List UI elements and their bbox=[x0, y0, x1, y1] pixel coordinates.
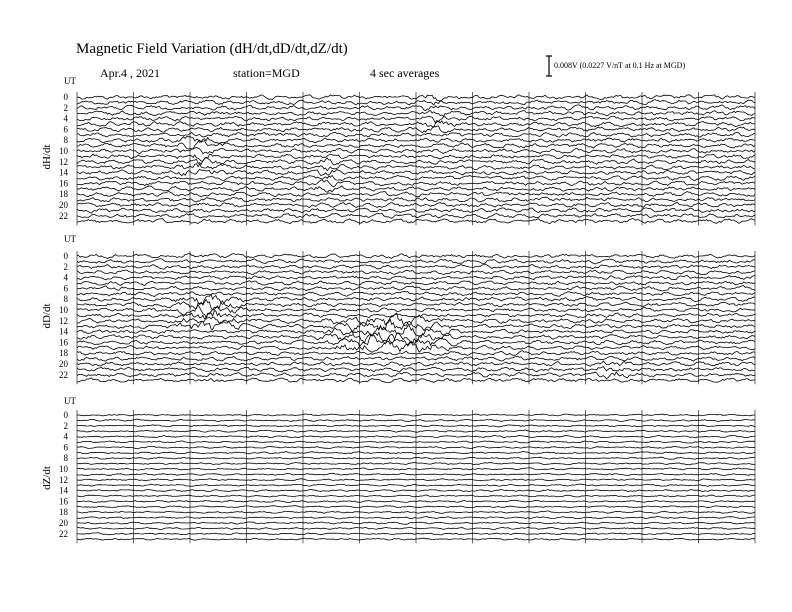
tick-label-2: 2 bbox=[63, 261, 68, 272]
tick-label-20: 20 bbox=[59, 359, 68, 369]
tick-label-14: 14 bbox=[59, 326, 68, 337]
ut-label: UT bbox=[64, 234, 76, 244]
ut-label: UT bbox=[64, 76, 76, 86]
tick-label-4: 4 bbox=[63, 113, 68, 124]
tick-label-2: 2 bbox=[63, 420, 68, 431]
y-axis-label: dZ/dt bbox=[41, 466, 53, 490]
y-axis-label: dH/dt bbox=[41, 144, 53, 170]
tick-label-10: 10 bbox=[59, 464, 68, 474]
tick-label-0: 0 bbox=[63, 92, 68, 102]
tick-label-18: 18 bbox=[59, 507, 68, 518]
vertical-gridlines bbox=[77, 410, 755, 543]
tick-label-10: 10 bbox=[59, 305, 68, 315]
tick-label-12: 12 bbox=[59, 474, 68, 485]
tick-label-0: 0 bbox=[63, 410, 68, 420]
scale-bar bbox=[546, 56, 685, 76]
tick-label-22: 22 bbox=[59, 210, 68, 221]
tick-label-16: 16 bbox=[59, 337, 68, 348]
tick-label-20: 20 bbox=[59, 518, 68, 528]
tick-label-16: 16 bbox=[59, 496, 68, 507]
date-label: Apr.4 , 2021 bbox=[100, 66, 160, 80]
tick-label-16: 16 bbox=[59, 178, 68, 189]
tick-label-4: 4 bbox=[63, 431, 68, 442]
tick-label-10: 10 bbox=[59, 146, 68, 156]
station-label: station=MGD bbox=[233, 66, 300, 80]
y-axis-label: dD/dt bbox=[41, 303, 53, 329]
scale-bar-label: 0.008V (0.0227 V/nT at 0.1 Hz at MGD) bbox=[554, 61, 686, 70]
tick-label-6: 6 bbox=[63, 283, 68, 294]
figure-title: Magnetic Field Variation (dH/dt,dD/dt,dZ/dt) bbox=[76, 41, 348, 57]
tick-label-2: 2 bbox=[63, 102, 68, 113]
tick-label-18: 18 bbox=[59, 348, 68, 359]
tick-label-12: 12 bbox=[59, 315, 68, 326]
panel-dh bbox=[41, 76, 755, 225]
time-tick-labels bbox=[59, 251, 69, 380]
tick-label-8: 8 bbox=[63, 135, 68, 146]
tick-label-12: 12 bbox=[59, 156, 68, 167]
tick-label-6: 6 bbox=[63, 442, 68, 453]
averaging-label: 4 sec averages bbox=[370, 66, 440, 80]
tick-label-6: 6 bbox=[63, 124, 68, 135]
time-tick-labels bbox=[59, 410, 69, 539]
tick-label-18: 18 bbox=[59, 189, 68, 200]
tick-label-14: 14 bbox=[59, 485, 68, 496]
tick-label-22: 22 bbox=[59, 528, 68, 539]
tick-label-0: 0 bbox=[63, 251, 68, 261]
tick-label-4: 4 bbox=[63, 272, 68, 283]
time-tick-labels bbox=[59, 92, 69, 221]
panel-dd bbox=[41, 234, 755, 384]
tick-label-20: 20 bbox=[59, 200, 68, 210]
tick-label-14: 14 bbox=[59, 167, 68, 178]
ut-label: UT bbox=[64, 396, 76, 406]
panel-dz bbox=[41, 396, 755, 543]
tick-label-8: 8 bbox=[63, 294, 68, 305]
tick-label-22: 22 bbox=[59, 369, 68, 380]
tick-label-8: 8 bbox=[63, 453, 68, 464]
